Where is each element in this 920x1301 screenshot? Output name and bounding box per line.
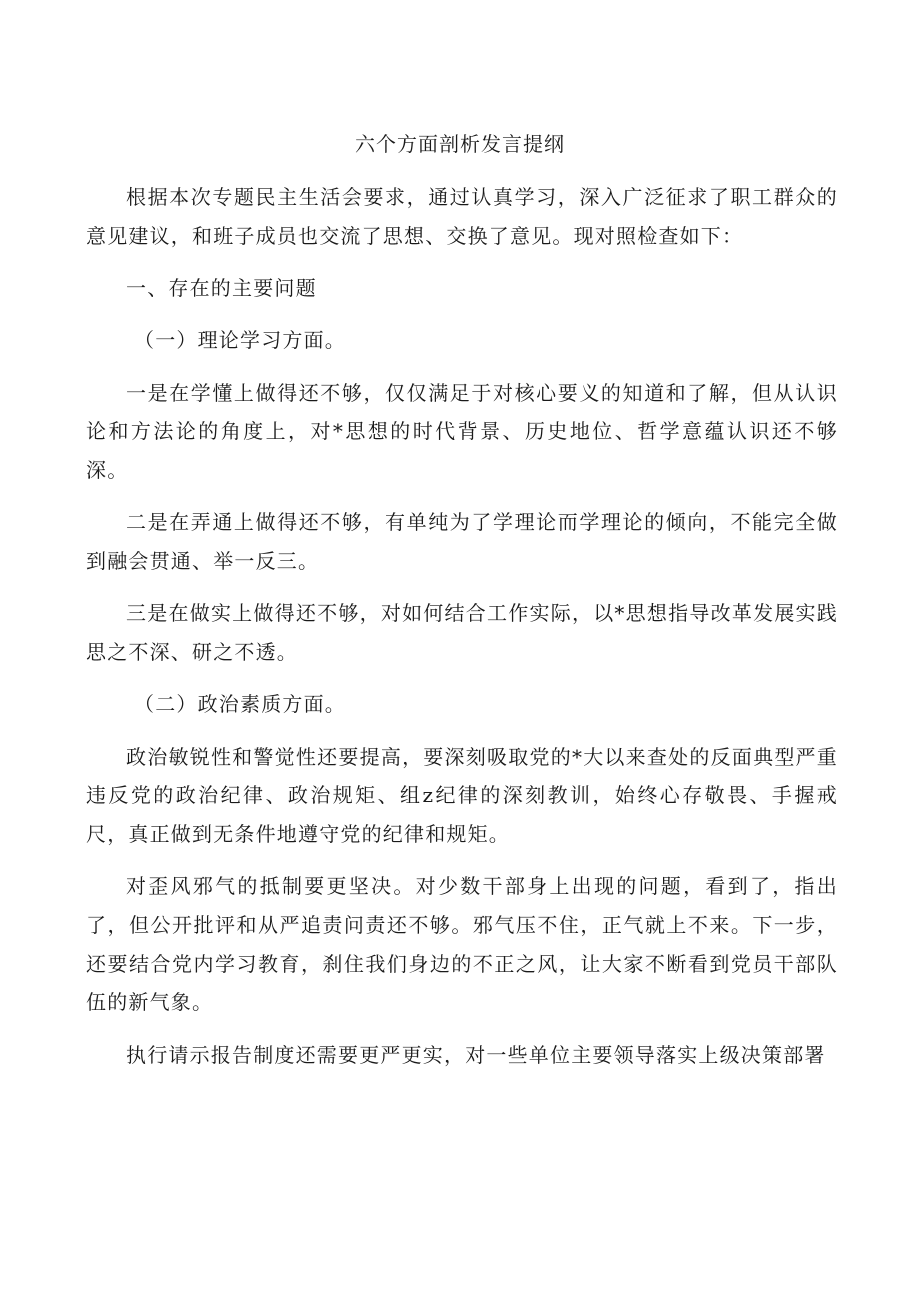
intro-paragraph: 根据本次专题民主生活会要求，通过认真学习，深入广泛征求了职工群众的意见建议，和班子成员也交流了思想、交换了意见。现对照检查如下：: [86, 185, 838, 248]
section-heading-problems: 一、存在的主要问题: [126, 276, 317, 300]
subsection-heading-politics: （二）政治素质方面。: [134, 692, 346, 717]
theory-point-2: 二是在弄通上做得还不够，有单纯为了学理论而学理论的倾向，不能完全做到融会贯通、举一反三。: [86, 510, 838, 573]
politics-point-2: 对歪风邪气的抵制要更坚决。对少数干部身上出现的问题，看到了，指出了，但公开批评和从严追责问责还不够。邪气压不住，正气就上不来。下一步，还要结合党内学习教育，刹住我们身边的不正之风，让大家不断看到党员干部队伍的新气象。: [86, 874, 838, 1015]
document-body: [86, 178, 838, 1088]
politics-point-1: 政治敏锐性和警觉性还要提高，要深刻吸取党的*大以来查处的反面典型严重违反党的政治纪律、政治规矩、组z纪律的深刻教训，始终心存敬畏、手握戒尺，真正做到无条件地遵守党的纪律和规矩。: [86, 744, 838, 846]
subsection-heading-theory: （一）理论学习方面。: [134, 328, 346, 353]
politics-point-3: 执行请示报告制度还需要更严更实，对一些单位主要领导落实上级决策部署: [126, 1042, 826, 1067]
document-title: 六个方面剖析发言提纲: [355, 132, 565, 156]
theory-point-3: 三是在做实上做得还不够，对如何结合工作实际，以*思想指导改革发展实践思之不深、研之不透。: [86, 601, 838, 664]
theory-point-1: 一是在学懂上做得还不够，仅仅满足于对核心要义的知道和了解，但从认识论和方法论的角度上，对*思想的时代背景、历史地位、哲学意蕴认识还不够深。: [86, 380, 838, 482]
